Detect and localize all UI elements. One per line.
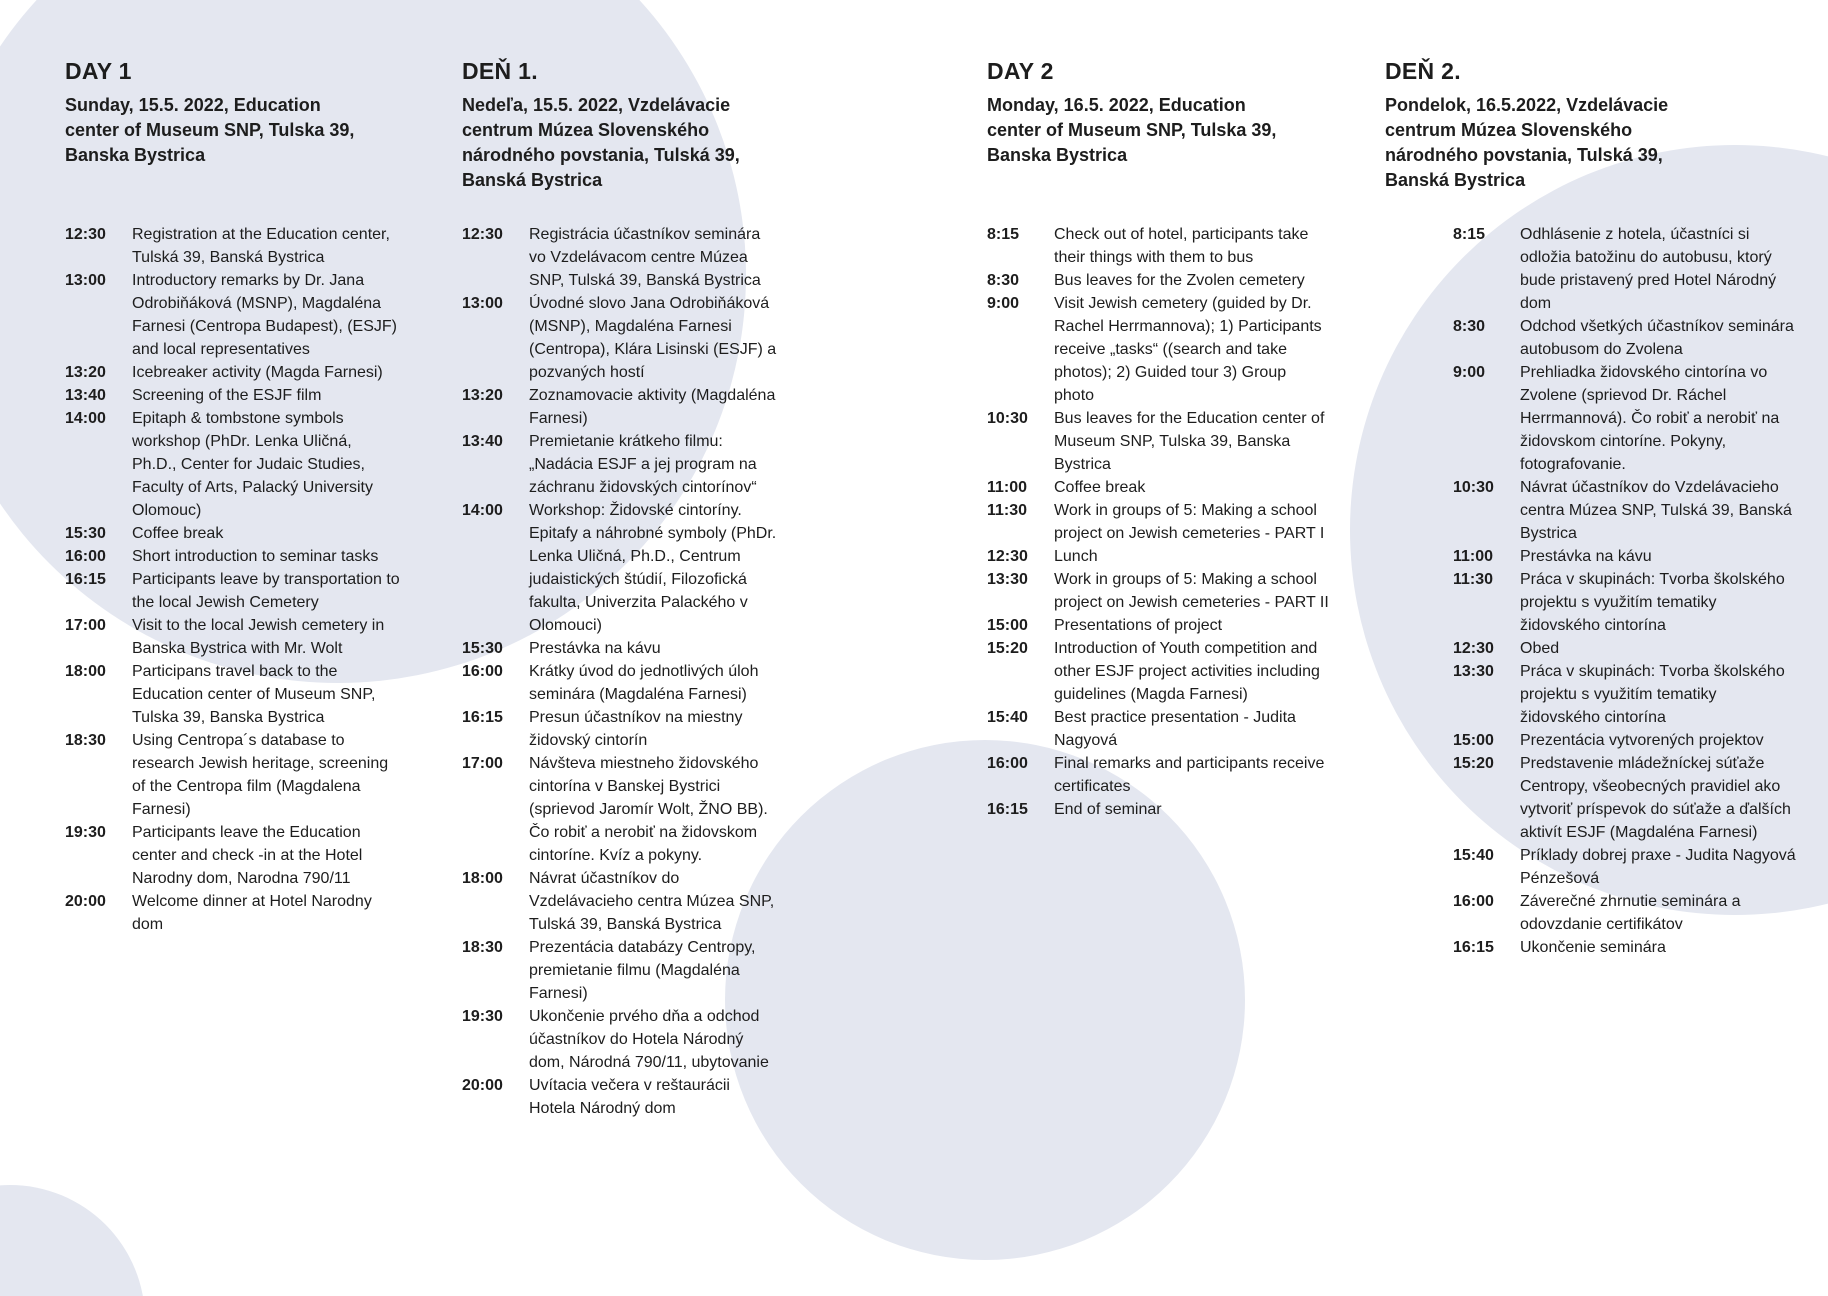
schedule-time: 16:15 [987,801,1028,818]
schedule-time: 13:30 [987,571,1028,588]
schedule-list [65,223,400,936]
schedule-item [987,568,1330,614]
schedule-time: 20:00 [462,1077,503,1094]
schedule-time: 13:40 [462,433,503,450]
schedule-time: 12:30 [65,226,106,243]
schedule-item [65,660,400,729]
schedule-time: 15:30 [462,640,503,657]
schedule-time: 18:00 [462,870,503,887]
schedule-text: Prestávka na kávu [529,640,661,657]
agenda-column [1385,57,1800,956]
schedule-time: 16:00 [1453,893,1494,910]
schedule-text: Návrat účastníkov do Vzdelávacieho centra Múzea SNP, Tulská 39, Banská Bystrica [1520,479,1792,542]
agenda-column [462,57,780,1117]
schedule-item [65,890,400,936]
schedule-time: 13:40 [65,387,106,404]
schedule-text: Predstavenie mládežníckej súťaže Centropy, všeobecných pravidiel ako vytvoriť príspevok do súťaže a ďalších aktivít ESJF (Magdaléna Farnesi) [1520,755,1791,841]
schedule-time: 12:30 [1453,640,1494,657]
schedule-text: Bus leaves for the Zvolen cemetery [1054,272,1305,289]
schedule-text: Epitaph & tombstone symbols workshop (PhDr. Lenka Uličná, Ph.D., Center for Judaic Studies, Faculty of Arts, Palacký University Olomouc) [132,410,373,519]
schedule-item [462,1005,780,1074]
schedule-text: End of seminar [1054,801,1162,818]
schedule-item [1453,545,1800,568]
schedule-time: 16:15 [1453,939,1494,956]
agenda-column [65,57,400,933]
schedule-text: Práca v skupinách: Tvorba školského projektu s využitím tematiky židovského cintorína [1520,663,1785,726]
schedule-item [1453,568,1800,637]
column-title: DEŇ 1. [462,58,538,84]
schedule-text: Lunch [1054,548,1098,565]
schedule-time: 11:30 [1453,571,1494,588]
schedule-item [987,545,1330,568]
schedule-time: 17:00 [65,617,106,634]
schedule-time: 15:30 [65,525,106,542]
schedule-text: Krátky úvod do jednotlivých úloh seminára (Magdaléna Farnesi) [529,663,759,703]
schedule-item [462,936,780,1005]
column-title: DAY 1 [65,58,132,84]
schedule-text: Obed [1520,640,1560,657]
schedule-time: 9:00 [987,295,1020,312]
schedule-text: Using Centropa´s database to research Jewish heritage, screening of the Centropa film (Magdalena Farnesi) [132,732,389,818]
schedule-text: Uvítacia večera v reštaurácii Hotela Národný dom [529,1077,730,1117]
schedule-text: Icebreaker activity (Magda Farnesi) [132,364,383,381]
schedule-time: 11:00 [987,479,1028,496]
schedule-text: Introduction of Youth competition and other ESJF project activities including guidelines (Magda Farnesi) [1054,640,1320,703]
schedule-time: 20:00 [65,893,106,910]
schedule-text: Bus leaves for the Education center of Museum SNP, Tulska 39, Banska Bystrica [1054,410,1325,473]
column-title: DEŇ 2. [1385,58,1461,84]
schedule-text: Short introduction to seminar tasks [132,548,379,565]
schedule-time: 16:15 [462,709,503,726]
schedule-item [987,499,1330,545]
schedule-item [65,729,400,821]
schedule-item [462,223,780,292]
schedule-time: 16:00 [462,663,503,680]
schedule-time: 8:30 [1453,318,1486,335]
schedule-time: 13:00 [462,295,503,312]
schedule-time: 18:00 [65,663,106,680]
schedule-time: 8:30 [987,272,1020,289]
column-subtitle: Pondelok, 16.5.2022, Vzdelávacie centrum Múzea Slovenského národného povstania, Tulská 39, Banská Bystrica [1385,95,1669,190]
schedule-text: Welcome dinner at Hotel Narodny dom [132,893,372,933]
schedule-item [65,522,400,545]
schedule-text: Coffee break [1054,479,1146,496]
schedule-item [1453,476,1800,545]
schedule-time: 15:00 [1453,732,1494,749]
schedule-time: 13:20 [65,364,106,381]
schedule-time: 14:00 [462,502,503,519]
column-title: DAY 2 [987,58,1054,84]
schedule-text: Participans travel back to the Education center of Museum SNP, Tulska 39, Banska Bystrica [132,663,376,726]
schedule-time: 15:00 [987,617,1028,634]
schedule-item [1453,890,1800,936]
schedule-item [462,637,780,660]
schedule-item [987,798,1330,821]
schedule-text: Introductory remarks by Dr. Jana Odrobiňáková (MSNP), Magdaléna Farnesi (Centropa Budapest), (ESJF) and local representatives [132,272,397,358]
schedule-item [65,407,400,522]
schedule-time: 12:30 [987,548,1028,565]
schedule-list [987,223,1330,821]
schedule-text: Work in groups of 5: Making a school project on Jewish cemeteries - PART I [1054,502,1325,542]
schedule-item [462,384,780,430]
schedule-time: 19:30 [65,824,106,841]
schedule-item [462,752,780,867]
column-subtitle: Monday, 16.5. 2022, Education center of Museum SNP, Tulska 39, Banska Bystrica [987,95,1277,165]
schedule-item [65,545,400,568]
schedule-list [462,223,780,1120]
schedule-text: Prezentácia databázy Centropy, premietanie filmu (Magdaléna Farnesi) [529,939,756,1002]
schedule-item [1453,637,1800,660]
schedule-item [462,706,780,752]
schedule-time: 16:00 [65,548,106,565]
schedule-text: Ukončenie seminára [1520,939,1666,956]
schedule-item [462,1074,780,1120]
schedule-item [1453,844,1800,890]
schedule-item [65,223,400,269]
schedule-item [1453,936,1800,959]
schedule-time: 9:00 [1453,364,1486,381]
schedule-item [462,292,780,384]
schedule-time: 13:30 [1453,663,1494,680]
schedule-text: Participants leave by transportation to the local Jewish Cemetery [132,571,400,611]
schedule-text: Návšteva miestneho židovského cintorína v Banskej Bystrici (sprievod Jaromír Wolt, ŽNO BB). Čo robiť a nerobiť na židovskom cintoríne. Kvíz a pokyny. [529,755,768,864]
schedule-text: Príklady dobrej praxe - Judita Nagyová Pénzešová [1520,847,1796,887]
schedule-text: Prehliadka židovského cintorína vo Zvolene (sprievod Dr. Ráchel Herrmannová). Čo robiť a nerobiť na židovskom cintoríne. Pokyny, fotografovanie. [1520,364,1780,473]
schedule-item [987,706,1330,752]
schedule-time: 18:30 [65,732,106,749]
schedule-item [1453,361,1800,476]
schedule-item [987,637,1330,706]
schedule-time: 15:20 [1453,755,1494,772]
schedule-time: 11:00 [1453,548,1494,565]
schedule-text: Prezentácia vytvorených projektov [1520,732,1764,749]
schedule-item [987,476,1330,499]
schedule-item [987,614,1330,637]
schedule-text: Visit to the local Jewish cemetery in Banska Bystrica with Mr. Wolt [132,617,385,657]
schedule-item [987,269,1330,292]
schedule-item [1453,752,1800,844]
schedule-time: 8:15 [1453,226,1486,243]
schedule-text: Registrácia účastníkov seminára vo Vzdelávacom centre Múzea SNP, Tulská 39, Banská Bystrica [529,226,761,289]
schedule-text: Registration at the Education center, Tulská 39, Banská Bystrica [132,226,390,266]
schedule-item [65,269,400,361]
schedule-item [1453,223,1800,315]
schedule-text: Visit Jewish cemetery (guided by Dr. Rachel Herrmannova); 1) Participants receive „tasks“ ((search and take photos); 2) Guided tour 3) Group photo [1054,295,1322,404]
schedule-item [462,499,780,637]
schedule-item [1453,315,1800,361]
schedule-text: Best practice presentation - Judita Nagyová [1054,709,1296,749]
schedule-text: Záverečné zhrnutie seminára a odovzdanie certifikátov [1520,893,1741,933]
schedule-text: Odchod všetkých účastníkov seminára autobusom do Zvolena [1520,318,1794,358]
decor-circle-bottom-left [0,1185,145,1296]
column-subtitle: Nedeľa, 15.5. 2022, Vzdelávacie centrum Múzea Slovenského národného povstania, Tulská 39, Banská Bystrica [462,95,740,190]
schedule-text: Participants leave the Education center and check -in at the Hotel Narodny dom, Narodna 790/11 [132,824,363,887]
schedule-item [65,384,400,407]
schedule-time: 13:20 [462,387,503,404]
schedule-item [987,292,1330,407]
schedule-time: 16:15 [65,571,106,588]
schedule-item [65,568,400,614]
schedule-item [462,867,780,936]
schedule-text: Coffee break [132,525,224,542]
schedule-time: 10:30 [1453,479,1494,496]
schedule-text: Check out of hotel, participants take their things with them to bus [1054,226,1309,266]
schedule-text: Úvodné slovo Jana Odrobiňáková (MSNP), Magdaléna Farnesi (Centropa), Klára Lisinski (ESJF) a pozvaných hostí [529,295,777,381]
schedule-time: 10:30 [987,410,1028,427]
schedule-item [987,223,1330,269]
schedule-item [1453,660,1800,729]
schedule-time: 12:30 [462,226,503,243]
schedule-item [462,660,780,706]
schedule-time: 11:30 [987,502,1028,519]
schedule-text: Premietanie krátkeho filmu: „Nadácia ESJF a jej program na záchranu židovských cintorínov“ [529,433,757,496]
schedule-time: 15:20 [987,640,1028,657]
schedule-text: Prestávka na kávu [1520,548,1652,565]
schedule-time: 8:15 [987,226,1020,243]
schedule-time: 17:00 [462,755,503,772]
schedule-item [1453,729,1800,752]
schedule-item [65,614,400,660]
schedule-time: 15:40 [987,709,1028,726]
schedule-time: 13:00 [65,272,106,289]
schedule-time: 18:30 [462,939,503,956]
schedule-text: Práca v skupinách: Tvorba školského projektu s využitím tematiky židovského cintorína [1520,571,1785,634]
schedule-text: Screening of the ESJF film [132,387,322,404]
schedule-item [65,361,400,384]
schedule-item [65,821,400,890]
column-subtitle: Sunday, 15.5. 2022, Education center of Museum SNP, Tulska 39, Banska Bystrica [65,95,355,165]
schedule-text: Ukončenie prvého dňa a odchod účastníkov do Hotela Národný dom, Národná 790/11, ubytovanie [529,1008,769,1071]
schedule-list [1453,223,1800,959]
schedule-text: Workshop: Židovské cintoríny. Epitafy a náhrobné symboly (PhDr. Lenka Uličná, Ph.D., Centrum judaistických štúdií, Filozofická fakulta, Univerzita Palackého v Olomouci) [529,502,777,634]
schedule-item [987,752,1330,798]
schedule-text: Odhlásenie z hotela, účastníci si odložia batožinu do autobusu, ktorý bude pristavený pred Hotel Národný dom [1520,226,1777,312]
schedule-text: Návrat účastníkov do Vzdelávacieho centra Múzea SNP, Tulská 39, Banská Bystrica [529,870,775,933]
schedule-item [462,430,780,499]
schedule-text: Presun účastníkov na miestny židovský cintorín [529,709,743,749]
schedule-time: 19:30 [462,1008,503,1025]
schedule-text: Final remarks and participants receive certificates [1054,755,1325,795]
agenda-column [987,57,1330,818]
schedule-time: 14:00 [65,410,106,427]
schedule-text: Work in groups of 5: Making a school project on Jewish cemeteries - PART II [1054,571,1329,611]
schedule-time: 15:40 [1453,847,1494,864]
schedule-time: 16:00 [987,755,1028,772]
schedule-item [987,407,1330,476]
schedule-text: Zoznamovacie aktivity (Magdaléna Farnesi) [529,387,776,427]
schedule-text: Presentations of project [1054,617,1223,634]
